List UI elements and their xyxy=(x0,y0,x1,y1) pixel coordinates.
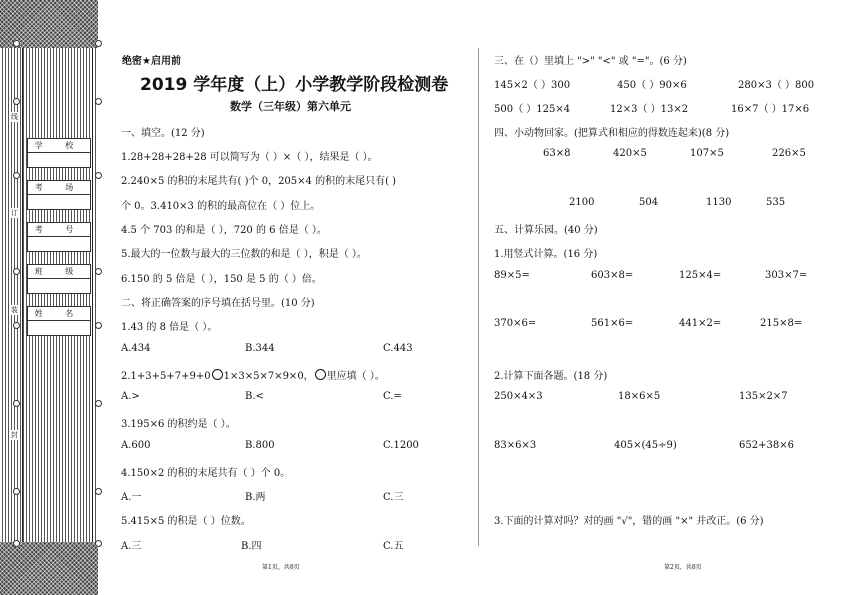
question-part: 1×3×5×7×9×0， xyxy=(223,371,314,382)
option: B.800 xyxy=(245,440,275,451)
option: C.三 xyxy=(383,492,404,503)
page-subtitle: 数学（三年级）第六单元 xyxy=(230,100,351,113)
option: B.四 xyxy=(241,541,262,552)
expression: 226×5 xyxy=(772,148,806,159)
result-value: 504 xyxy=(639,197,659,208)
option: B.344 xyxy=(245,343,275,354)
result-value: 535 xyxy=(766,197,786,208)
question-text: 3.195×6 的积约是（ ）。 xyxy=(121,419,236,430)
option: A.600 xyxy=(121,440,151,451)
field-name-label: 姓 名 xyxy=(34,309,84,318)
field-exam-number[interactable] xyxy=(27,222,91,252)
option: A.三 xyxy=(121,541,142,552)
calc-item: 303×7= xyxy=(765,270,808,281)
result-value: 2100 xyxy=(569,197,595,208)
compare-item: 500（ ）125×4 xyxy=(494,104,571,115)
calc-item: 125×4= xyxy=(679,270,722,281)
field-exam-room[interactable] xyxy=(27,180,91,210)
confidential-label: 绝密★启用前 xyxy=(122,56,181,67)
subsection-heading: 2.计算下面各题。(18 分) xyxy=(494,371,608,382)
field-class[interactable] xyxy=(27,264,91,294)
option: A.> xyxy=(121,391,140,402)
calc-item: 250×4×3 xyxy=(494,391,543,402)
compare-item: 450（ ）90×6 xyxy=(617,80,687,91)
field-name[interactable] xyxy=(27,306,91,336)
page-number: 第2页，共8页 xyxy=(664,564,702,571)
section-3-heading: 三、在（）里填上 ">" "<" 或 "="。(6 分) xyxy=(494,56,687,67)
calc-item: 441×2= xyxy=(679,318,722,329)
calc-item: 135×2×7 xyxy=(739,391,788,402)
binding-char: 订 xyxy=(11,209,18,217)
calc-item: 561×6= xyxy=(591,318,634,329)
expression: 107×5 xyxy=(690,148,724,159)
column-divider xyxy=(478,48,479,546)
calc-item: 83×6×3 xyxy=(494,440,537,451)
option: C.1200 xyxy=(383,440,419,451)
section-1-heading: 一、填空。(12 分) xyxy=(121,128,205,139)
page-number: 第1页，共8页 xyxy=(262,564,300,571)
option: C.= xyxy=(383,391,402,402)
blank-circle-icon xyxy=(315,369,326,380)
calc-item: 603×8= xyxy=(591,270,634,281)
binding-char: 装 xyxy=(11,306,18,314)
question-text: 4.150×2 的积的末尾共有（ ）个 0。 xyxy=(121,468,291,479)
question-text: 个 0。3.410×3 的积的最高位在（ ）位上。 xyxy=(121,201,321,212)
section-4-heading: 四、小动物回家。(把算式和相应的得数连起来)(8 分) xyxy=(494,128,730,139)
field-school[interactable] xyxy=(27,138,91,168)
expression: 420×5 xyxy=(613,148,647,159)
question-text: 5.最大的一位数与最大的三位数的和是（ ），积是（ ）。 xyxy=(121,249,367,260)
section-5-heading: 五、计算乐园。(40 分) xyxy=(494,225,598,236)
compare-item: 12×3（ ）13×2 xyxy=(610,104,689,115)
blank-circle-icon xyxy=(212,369,223,380)
compare-item: 16×7（ ）17×6 xyxy=(731,104,810,115)
question-text: 5.415×5 的积是（ ）位数。 xyxy=(121,516,251,527)
question-part: 里应填（ ）。 xyxy=(326,371,385,382)
calc-item: 89×5= xyxy=(494,270,530,281)
section-2-heading: 二、将正确答案的序号填在括号里。(10 分) xyxy=(121,298,315,309)
field-class-label: 班 级 xyxy=(34,267,84,276)
option: B.两 xyxy=(245,492,266,503)
subsection-heading: 3.下面的计算对吗？对的画 "√"，错的画 "×" 并改正。(6 分) xyxy=(494,516,764,527)
calc-item: 370×6= xyxy=(494,318,537,329)
binding-char: 线 xyxy=(11,113,18,121)
field-exam-number-label: 考 号 xyxy=(34,225,84,234)
compare-item: 280×3（ ）800 xyxy=(738,80,815,91)
question-text xyxy=(121,367,385,382)
page-title: 2019 学年度（上）小学教学阶段检测卷 xyxy=(140,75,449,95)
calc-item: 652+38×6 xyxy=(739,440,794,451)
calc-item: 405×(45÷9) xyxy=(614,440,677,451)
result-value: 1130 xyxy=(706,197,732,208)
binding-pattern-bottom xyxy=(0,542,98,595)
option: B.< xyxy=(245,391,264,402)
calc-item: 215×8= xyxy=(760,318,803,329)
binding-char: 封 xyxy=(11,431,18,439)
field-exam-room-label: 考 场 xyxy=(34,183,84,192)
field-school-label: 学 校 xyxy=(34,141,84,150)
question-text: 2.240×5 的积的末尾共有( )个 0，205×4 的积的末尾只有( ) xyxy=(121,176,397,187)
question-text: 1.43 的 8 倍是（ ）。 xyxy=(121,322,218,333)
option: C.五 xyxy=(383,541,404,552)
calc-item: 18×6×5 xyxy=(618,391,661,402)
question-text: 6.150 的 5 倍是（ ），150 是 5 的（ ）倍。 xyxy=(121,274,322,285)
question-text: 4.5 个 703 的和是（ ），720 的 6 倍是（ ）。 xyxy=(121,225,327,236)
question-text: 1.28+28+28+28 可以简写为（ ）×（ ），结果是（ ）。 xyxy=(121,152,378,163)
subsection-heading: 1.用竖式计算。(16 分) xyxy=(494,249,598,260)
option: C.443 xyxy=(383,343,413,354)
question-part: 2.1+3+5+7+9+0 xyxy=(121,371,211,382)
option: A.一 xyxy=(121,492,142,503)
option: A.434 xyxy=(121,343,151,354)
expression: 63×8 xyxy=(543,148,571,159)
binding-stripes xyxy=(0,48,98,542)
compare-item: 145×2（ ）300 xyxy=(494,80,571,91)
